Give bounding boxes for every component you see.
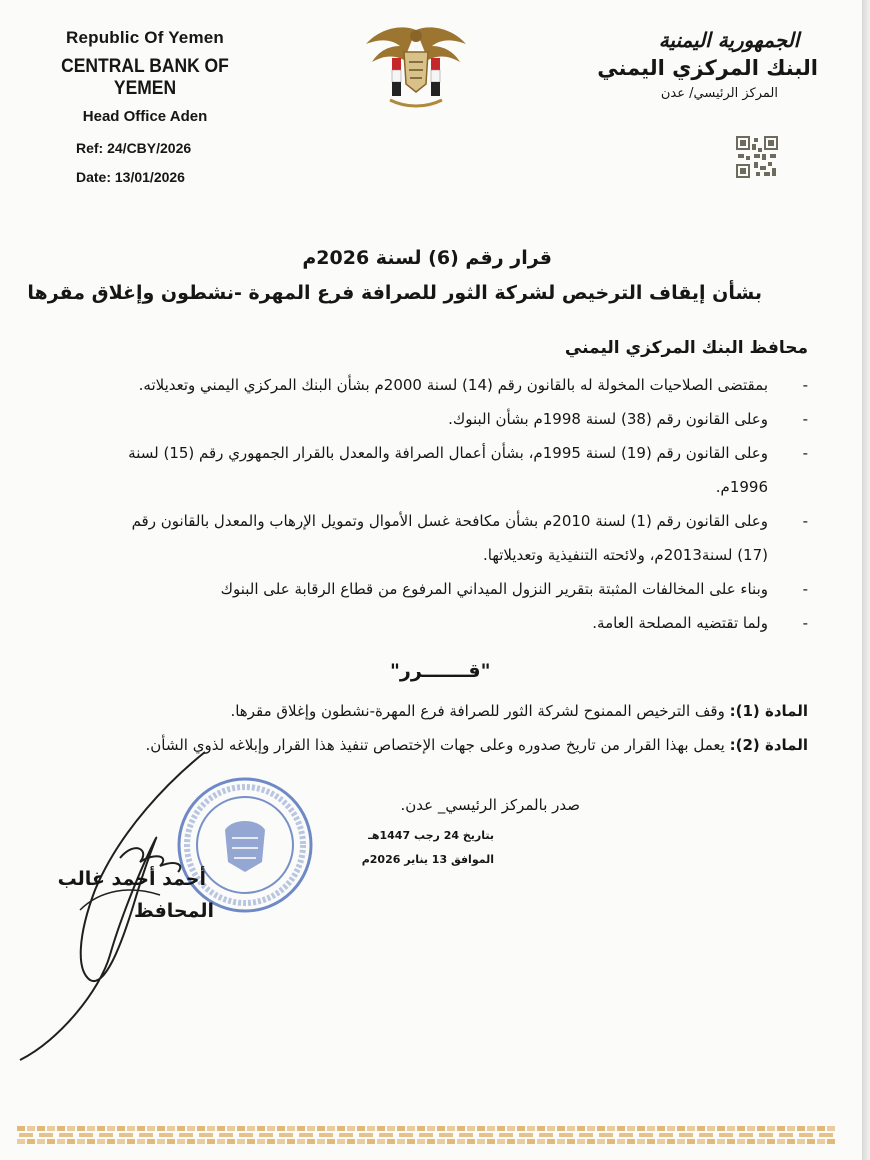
bullet-text: ولما تقتضيه المصلحة العامة. (592, 614, 768, 632)
issue-dates (362, 824, 494, 872)
list-item (118, 368, 808, 402)
bullet-text: بمقتضى الصلاحيات المخولة له بالقانون رقم (14) لسنة 2000م بشأن البنك المركزي اليمني وتعديلاته. (138, 376, 768, 394)
reference-block (76, 134, 191, 192)
office-name-en: Head Office Aden (82, 108, 208, 125)
issued-at: صدر بالمركز الرئيسي_ عدن. (400, 796, 580, 814)
article-text: يعمل بهذا القرار من تاريخ صدوره وعلى جهات الإختصاص تنفيذ هذا القرار وإبلاغه لذوي الشأن. (145, 736, 725, 754)
bullet-text: وعلى القانون رقم (38) لسنة 1998م بشأن البنوك. (448, 410, 768, 428)
country-name-ar: الجمهورية اليمنية (658, 28, 800, 52)
bullet-text: وبناء على المخالفات المثبتة بتقرير النزول الميداني المرفوع من قطاع الرقابة على البنوك (220, 580, 768, 598)
bullet-dash: - (802, 410, 808, 428)
article-text: وقف الترخيص الممنوح لشركة الثور للصرافة فرع المهرة-نشطون وإغلاق مقرها. (230, 702, 725, 720)
bullet-text: وعلى القانون رقم (19) لسنة 1995م، بشأن أعمال الصرافة والمعدل بالقرار الجمهوري رقم (15) لسنة 1996م. (128, 444, 768, 496)
bullet-dash: - (802, 376, 808, 394)
signatory-title: المحافظ (134, 900, 214, 922)
date-hijri: بتاريخ 24 رجب 1447هـ (368, 829, 494, 842)
decision-subject: بشأن إيقاف الترخيص لشركة الثور للصرافة فرع المهرة -نشطون وإغلاق مقرها (27, 282, 762, 304)
page-edge (862, 0, 870, 1160)
bullet-dash: - (802, 444, 808, 462)
reference-number: Ref: 24/CBY/2026 (76, 140, 192, 156)
bullet-dash: - (802, 614, 808, 632)
country-name-en: Republic Of Yemen (65, 28, 225, 47)
decision-title: قرار رقم (6) لسنة 2026م (302, 247, 552, 269)
decision-heading: "قـــــــرر" (390, 660, 491, 682)
document-date: Date: 13/01/2026 (76, 169, 185, 185)
bank-name-ar: البنك المركزي اليمني (597, 56, 818, 80)
list-item (118, 504, 808, 572)
list-item (118, 606, 808, 640)
list-item (118, 436, 808, 504)
list-item (118, 402, 808, 436)
bullet-dash: - (802, 512, 808, 530)
signatory-name: أحمد أحمد غالب (57, 868, 206, 890)
article-label: المادة (2): (729, 736, 808, 754)
bullet-dash: - (802, 580, 808, 598)
governor-heading: محافظ البنك المركزي اليمني (564, 338, 808, 358)
date-gregorian: الموافق 13 يناير 2026م (361, 853, 494, 866)
preamble-list (118, 368, 808, 640)
yemen-eagle-emblem-icon (362, 22, 470, 108)
qr-code-icon (736, 136, 778, 178)
bullet-text: وعلى القانون رقم (1) لسنة 2010م بشأن مكافحة غسل الأموال وتمويل الإرهاب والمعدل بالقانون رقم (17) لسنة2013م، ولائحته التنفيذية وتعديلاتها. (131, 512, 768, 564)
footer-ornament (16, 1122, 836, 1148)
article-label: المادة (1): (729, 702, 808, 720)
header-english (30, 28, 260, 125)
bank-name-en: CENTRAL BANK OF YEMEN (61, 56, 229, 99)
article-1 (88, 694, 808, 728)
list-item (118, 572, 808, 606)
office-name-ar: المركز الرئيسي/ عدن (660, 86, 778, 101)
header-arabic (578, 28, 818, 101)
